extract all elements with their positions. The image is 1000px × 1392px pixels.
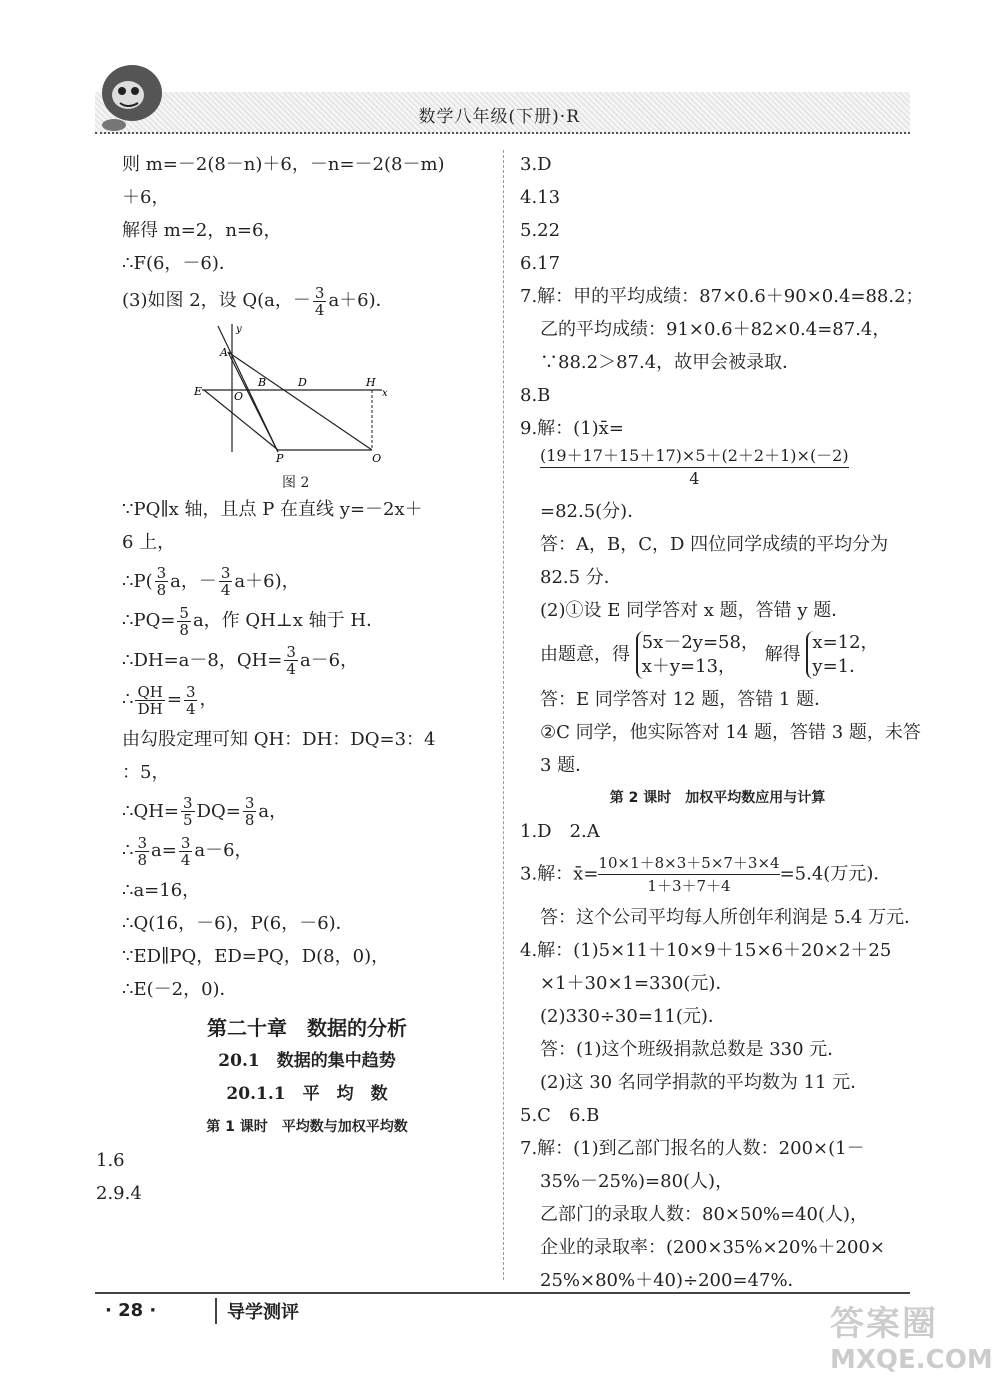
svg-text:D: D (298, 375, 307, 389)
lesson-title: 第 1 课时 平均数与加权平均数 (206, 1118, 408, 1135)
lesson-title: 第 2 课时 加权平均数应用与计算 (609, 790, 826, 806)
answer-line: 3.D (520, 154, 552, 175)
mascot-logo (92, 55, 170, 135)
answer-line: 4.解：(1)5×11＋10×9＋15×6＋20×2＋25 (520, 940, 892, 961)
svg-text:y: y (236, 323, 242, 335)
text-line: ∴E(－2，0)． (122, 978, 238, 1000)
page-number: · 28 · (105, 1300, 157, 1321)
answer-line: 3.解：x̄= $\frac{10\times 1+8\times 3+5\times 7+3\times 4}{1+3+7+4}=5.4$(万元)． (520, 854, 892, 895)
right-column (520, 148, 924, 1297)
text-line: 由勾股定理可知 QH：DH：DQ=3：4 (122, 728, 436, 750)
text-line: ∴P( $\frac{3}{8}$ a，－ $\frac{3}{4}$ a＋6)， (122, 564, 300, 599)
svg-text:x: x (382, 387, 388, 399)
answer-line: 6.17 (520, 253, 561, 274)
answer-line: 1.D 2.A (520, 821, 600, 842)
answer-line: 7.解：(1)到乙部门报名的人数：200×(1－ (520, 1138, 865, 1159)
answer-line: 答：A，B，C，D 四位同学成绩的平均分为 (540, 534, 889, 555)
left-column (96, 148, 492, 1210)
figure-caption: 图 2 (282, 474, 310, 491)
svg-text:A: A (220, 345, 228, 359)
header-title: 数学八年级(下册)·R (418, 107, 580, 127)
fraction-expression: $\frac{(19+17+15+17)\times 5+(2+2+1)\times(-2)}{4}$ (540, 446, 849, 488)
text-line: ∵PQ∥x 轴，且点 P 在直线 y=－2x＋ (122, 498, 423, 520)
text-line: ∵ED∥PQ，ED=PQ，D(8，0)， (122, 945, 390, 967)
answer-line: 1.6 (96, 1149, 125, 1171)
text-line: ∴DH=a－8，QH= $\frac{3}{4}$ a－6， (122, 643, 359, 678)
svg-text:E: E (194, 384, 203, 398)
svg-text:H: H (366, 375, 376, 389)
answer-line: 5.22 (520, 220, 561, 241)
footer-title: 导学测评 (215, 1298, 299, 1324)
page-header (95, 92, 910, 134)
text-line: 则 m=－2(8－n)＋6，－n=－2(8－m) (122, 154, 445, 175)
answer-line: ②C 同学，他实际答对 14 题，答错 3 题，未答 (540, 722, 921, 743)
svg-text:Q: Q (372, 451, 382, 462)
answer-line: 9.解：(1)x̄= (520, 418, 624, 439)
answer-line: 企业的录取率：(200×35%×20%＋200× (540, 1237, 885, 1258)
answer-line: (2)这 30 名同学捐款的平均数为 11 元． (540, 1072, 869, 1093)
text-line: ∴PQ= $\frac{5}{8}$ a，作 QH⊥x 轴于 H． (122, 603, 385, 639)
answer-line: 7.解：甲的平均成绩：87×0.6＋90×0.4=88.2； (520, 286, 924, 307)
watermark: 答案圈 MXQE.COM (830, 1304, 993, 1375)
answer-line: =82.5(分)． (540, 501, 646, 522)
answer-line: (2)①设 E 同学答对 x 题，答错 y 题． (540, 600, 850, 621)
text-line: ∴F(6，－6)． (122, 253, 237, 274)
text-line: ∴a=16， (122, 879, 201, 901)
answer-line: 2.9.4 (96, 1182, 142, 1204)
svg-text:B: B (258, 375, 267, 389)
page-footer (95, 1292, 910, 1334)
answer-line: 乙的平均成绩：91×0.6＋82×0.4=87.4， (540, 319, 891, 340)
subsection-title: 20.1.1 平 均 数 (226, 1083, 388, 1104)
text-line: ＋6， (122, 187, 170, 208)
figure-2-diagram (192, 322, 392, 462)
text-line: 解得 m=2，n=6， (122, 220, 282, 241)
answer-line: ∵88.2＞87.4，故甲会被录取． (540, 352, 801, 373)
chapter-title: 第二十章 数据的分析 (207, 1015, 407, 1040)
answer-line: 3 题． (540, 755, 594, 776)
svg-text:P: P (276, 451, 284, 462)
column-divider (503, 150, 504, 1280)
answer-line: 答：(1)这个班级捐款总数是 330 元． (540, 1039, 846, 1060)
text-line: ∴Q(16，－6)，P(6，－6)． (122, 912, 354, 934)
answer-line: 5.C 6.B (520, 1105, 600, 1126)
answer-line: 8.B (520, 385, 551, 406)
answer-line: 答：这个公司平均每人所创年利润是 5.4 万元． (540, 907, 923, 928)
text-line: ∴QH= $\frac{3}{5}$ DQ= $\frac{3}{8}$ a， (122, 794, 288, 829)
text-line: ∴ $\frac{QH}{DH}$ = $\frac{3}{4}$ ， (122, 682, 218, 718)
answer-line: 乙部门的录取人数：80×50%=40(人)， (540, 1204, 869, 1225)
answer-line: (2)330÷30=11(元)． (540, 1006, 726, 1027)
text-line: ：5， (122, 761, 170, 783)
text-line: ∴ $\frac{3}{8}$ a= $\frac{3}{4}$ a－6， (122, 833, 253, 869)
svg-text:O: O (234, 389, 244, 403)
answer-line: ×1＋30×1=330(元)． (540, 973, 734, 994)
equation-system: 由题意，得 5x－2y=58， x＋y=13， 解得 x=12， y=1． (540, 632, 879, 677)
text-line: (3)如图 2，设 Q(a，－ $\frac{3}{4}$ a＋6)． (122, 283, 394, 319)
section-title: 20.1 数据的集中趋势 (218, 1050, 396, 1071)
text-line: 6 上， (122, 531, 176, 553)
answer-line: 35%－25%)=80(人)， (540, 1171, 734, 1192)
answer-line: 82.5 分． (540, 567, 622, 588)
answer-line: 4.13 (520, 187, 561, 208)
answer-line: 答：E 同学答对 12 题，答错 1 题． (540, 689, 833, 710)
answer-line: 25%×80%＋40)÷200=47%． (540, 1270, 806, 1291)
